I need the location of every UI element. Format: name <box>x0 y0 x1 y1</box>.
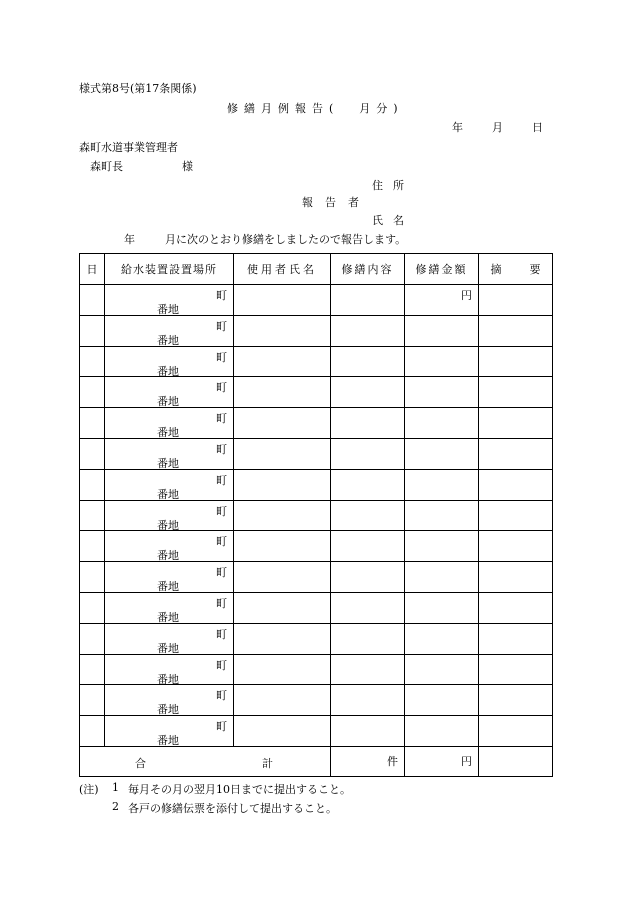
reporter-label: 報告者 <box>302 196 371 209</box>
cell-day[interactable] <box>80 377 105 408</box>
banchi-label: 番地 <box>157 487 179 501</box>
cell-note[interactable] <box>479 654 553 685</box>
total-label-b: 計 <box>262 756 273 770</box>
header-amount: 修繕金額 <box>405 254 479 285</box>
table-row <box>80 685 553 716</box>
cell-amount[interactable] <box>405 685 479 716</box>
cho-label: 町 <box>216 381 227 395</box>
addressee-mayor: 森町長 <box>90 160 123 173</box>
cell-place[interactable] <box>105 315 234 346</box>
cho-label: 町 <box>216 412 227 426</box>
cell-day[interactable] <box>80 685 105 716</box>
cell-content[interactable] <box>331 469 405 500</box>
cell-amount[interactable] <box>405 285 479 316</box>
banchi-label: 番地 <box>157 580 179 594</box>
table-header-row <box>80 254 553 285</box>
banchi-label: 番地 <box>157 672 179 686</box>
cell-user[interactable] <box>234 438 331 469</box>
cell-note[interactable] <box>479 438 553 469</box>
cell-note[interactable] <box>479 315 553 346</box>
cell-content[interactable] <box>331 285 405 316</box>
header-note-b: 要 <box>529 263 541 276</box>
title-end: 月分) <box>359 102 404 115</box>
cho-label: 町 <box>216 720 227 734</box>
statement-text: 月に次のとおり修繕をしましたので報告します。 <box>165 233 407 246</box>
table-row <box>80 408 553 439</box>
cho-label: 町 <box>216 596 227 610</box>
cell-place[interactable] <box>105 377 234 408</box>
cell-amount[interactable] <box>405 531 479 562</box>
table-row <box>80 500 553 531</box>
cell-place[interactable] <box>105 469 234 500</box>
header-user: 使用者氏名 <box>234 254 331 285</box>
cell-place[interactable] <box>105 346 234 377</box>
table-row <box>80 531 553 562</box>
table-row <box>80 716 553 747</box>
cell-day[interactable] <box>80 716 105 747</box>
name-label: 氏名 <box>372 214 414 227</box>
total-label-a: 合 <box>135 756 146 770</box>
cho-label: 町 <box>216 442 227 456</box>
banchi-label: 番地 <box>157 395 179 409</box>
cell-day[interactable] <box>80 346 105 377</box>
note-2-number: 2 <box>112 800 119 813</box>
cell-content[interactable] <box>331 438 405 469</box>
cell-place[interactable] <box>105 531 234 562</box>
header-day: 日 <box>80 254 105 285</box>
table-row <box>80 623 553 654</box>
date-month: 月 <box>492 121 503 134</box>
cell-user[interactable] <box>234 531 331 562</box>
cell-note[interactable] <box>479 346 553 377</box>
cell-user[interactable] <box>234 315 331 346</box>
page-title <box>227 100 404 116</box>
cell-place[interactable] <box>105 562 234 593</box>
cell-content[interactable] <box>331 592 405 623</box>
table-row <box>80 469 553 500</box>
banchi-label: 番地 <box>157 734 179 748</box>
header-place: 給水装置設置場所 <box>105 254 234 285</box>
cell-content[interactable] <box>331 562 405 593</box>
cell-place[interactable] <box>105 592 234 623</box>
repair-report-table <box>79 253 553 777</box>
report-statement <box>124 231 406 247</box>
cell-content[interactable] <box>331 531 405 562</box>
cell-note[interactable] <box>479 500 553 531</box>
cell-day[interactable] <box>80 562 105 593</box>
cell-note[interactable] <box>479 408 553 439</box>
cell-amount[interactable] <box>405 592 479 623</box>
banchi-label: 番地 <box>157 641 179 655</box>
cell-user[interactable] <box>234 623 331 654</box>
cell-content[interactable] <box>331 500 405 531</box>
cell-user[interactable] <box>234 716 331 747</box>
cell-day[interactable] <box>80 469 105 500</box>
banchi-label: 番地 <box>157 703 179 717</box>
cell-note[interactable] <box>479 562 553 593</box>
cho-label: 町 <box>216 289 227 302</box>
cell-day[interactable] <box>80 285 105 316</box>
title-main: 修繕月例報告( <box>227 102 340 115</box>
cell-note[interactable] <box>479 377 553 408</box>
cell-content[interactable] <box>331 377 405 408</box>
cell-place[interactable] <box>105 500 234 531</box>
cell-note[interactable] <box>479 685 553 716</box>
cho-label: 町 <box>216 658 227 672</box>
cell-amount[interactable] <box>405 438 479 469</box>
banchi-label: 番地 <box>157 610 179 624</box>
form-number: 様式第8号(第17条関係) <box>79 82 197 95</box>
banchi-label: 番地 <box>157 303 179 316</box>
cell-day[interactable] <box>80 438 105 469</box>
cell-content[interactable] <box>331 685 405 716</box>
cell-place[interactable] <box>105 438 234 469</box>
cell-note[interactable] <box>479 592 553 623</box>
header-note <box>479 254 553 285</box>
banchi-label: 番地 <box>157 364 179 378</box>
total-row <box>80 746 553 776</box>
table-row <box>80 285 553 316</box>
cell-content[interactable] <box>331 623 405 654</box>
cho-label: 町 <box>216 504 227 518</box>
banchi-label: 番地 <box>157 426 179 440</box>
note-1 <box>79 781 351 797</box>
cell-user[interactable] <box>234 469 331 500</box>
cell-user[interactable] <box>234 285 331 316</box>
date-day: 日 <box>532 121 543 134</box>
cell-user[interactable] <box>234 377 331 408</box>
cell-day[interactable] <box>80 654 105 685</box>
table-row <box>80 562 553 593</box>
date-year: 年 <box>452 121 463 134</box>
cell-user[interactable] <box>234 500 331 531</box>
note-2-text: 各戸の修繕伝票を添付して提出すること。 <box>128 802 337 815</box>
total-label-cell <box>80 746 331 776</box>
banchi-label: 番地 <box>157 456 179 470</box>
cell-place[interactable] <box>105 685 234 716</box>
cell-note[interactable] <box>479 531 553 562</box>
cell-user[interactable] <box>234 346 331 377</box>
addressee-honorific: 様 <box>182 160 193 173</box>
cell-user[interactable] <box>234 592 331 623</box>
cell-amount[interactable] <box>405 346 479 377</box>
cell-place[interactable] <box>105 623 234 654</box>
cell-day[interactable] <box>80 315 105 346</box>
table-row <box>80 315 553 346</box>
banchi-label: 番地 <box>157 549 179 563</box>
note-prefix: (注) <box>79 783 99 796</box>
cell-amount[interactable] <box>405 315 479 346</box>
cell-content[interactable] <box>331 654 405 685</box>
cell-amount[interactable] <box>405 654 479 685</box>
address-label: 住所 <box>372 179 414 192</box>
cell-note[interactable] <box>479 716 553 747</box>
report-date <box>452 119 543 135</box>
cell-content[interactable] <box>331 346 405 377</box>
cell-amount[interactable] <box>405 562 479 593</box>
cell-day[interactable] <box>80 500 105 531</box>
cell-day[interactable] <box>80 531 105 562</box>
table-row <box>80 377 553 408</box>
cell-user[interactable] <box>234 654 331 685</box>
banchi-label: 番地 <box>157 518 179 532</box>
statement-year: 年 <box>124 233 135 246</box>
addressee-title: 森町水道事業管理者 <box>79 141 178 154</box>
cell-user[interactable] <box>234 408 331 439</box>
cell-amount[interactable] <box>405 623 479 654</box>
cell-amount[interactable] <box>405 500 479 531</box>
cell-place[interactable] <box>105 408 234 439</box>
cell-note[interactable] <box>479 285 553 316</box>
cell-place[interactable] <box>105 716 234 747</box>
cell-note[interactable] <box>479 623 553 654</box>
table-row <box>80 346 553 377</box>
total-count-cell[interactable]: 件 <box>331 746 405 776</box>
cell-day[interactable] <box>80 623 105 654</box>
cell-place[interactable] <box>105 285 234 316</box>
cho-label: 町 <box>216 473 227 487</box>
cho-label: 町 <box>216 535 227 549</box>
cell-amount[interactable] <box>405 716 479 747</box>
cell-content[interactable] <box>331 408 405 439</box>
total-amount-cell[interactable]: 円 <box>405 746 479 776</box>
addressee-name <box>90 158 193 174</box>
cell-place[interactable] <box>105 654 234 685</box>
note-1-number: 1 <box>112 781 119 794</box>
cho-label: 町 <box>216 566 227 580</box>
header-content: 修繕内容 <box>331 254 405 285</box>
header-note-a: 摘 <box>490 263 502 276</box>
cell-amount[interactable] <box>405 377 479 408</box>
note-1-text: 毎月その月の翌月10日までに提出すること。 <box>128 783 351 796</box>
cho-label: 町 <box>216 319 227 333</box>
table-row <box>80 438 553 469</box>
cell-day[interactable] <box>80 408 105 439</box>
cell-content[interactable] <box>331 716 405 747</box>
cell-user[interactable] <box>234 562 331 593</box>
cho-label: 町 <box>216 627 227 641</box>
cell-content[interactable] <box>331 315 405 346</box>
yen-label: 円 <box>461 289 472 302</box>
cell-user[interactable] <box>234 685 331 716</box>
cho-label: 町 <box>216 689 227 703</box>
cho-label: 町 <box>216 350 227 364</box>
total-note-cell[interactable] <box>479 746 553 776</box>
table-row <box>80 592 553 623</box>
cell-amount[interactable] <box>405 408 479 439</box>
cell-amount[interactable] <box>405 469 479 500</box>
cell-day[interactable] <box>80 592 105 623</box>
table-row <box>80 654 553 685</box>
banchi-label: 番地 <box>157 333 179 347</box>
cell-note[interactable] <box>479 469 553 500</box>
